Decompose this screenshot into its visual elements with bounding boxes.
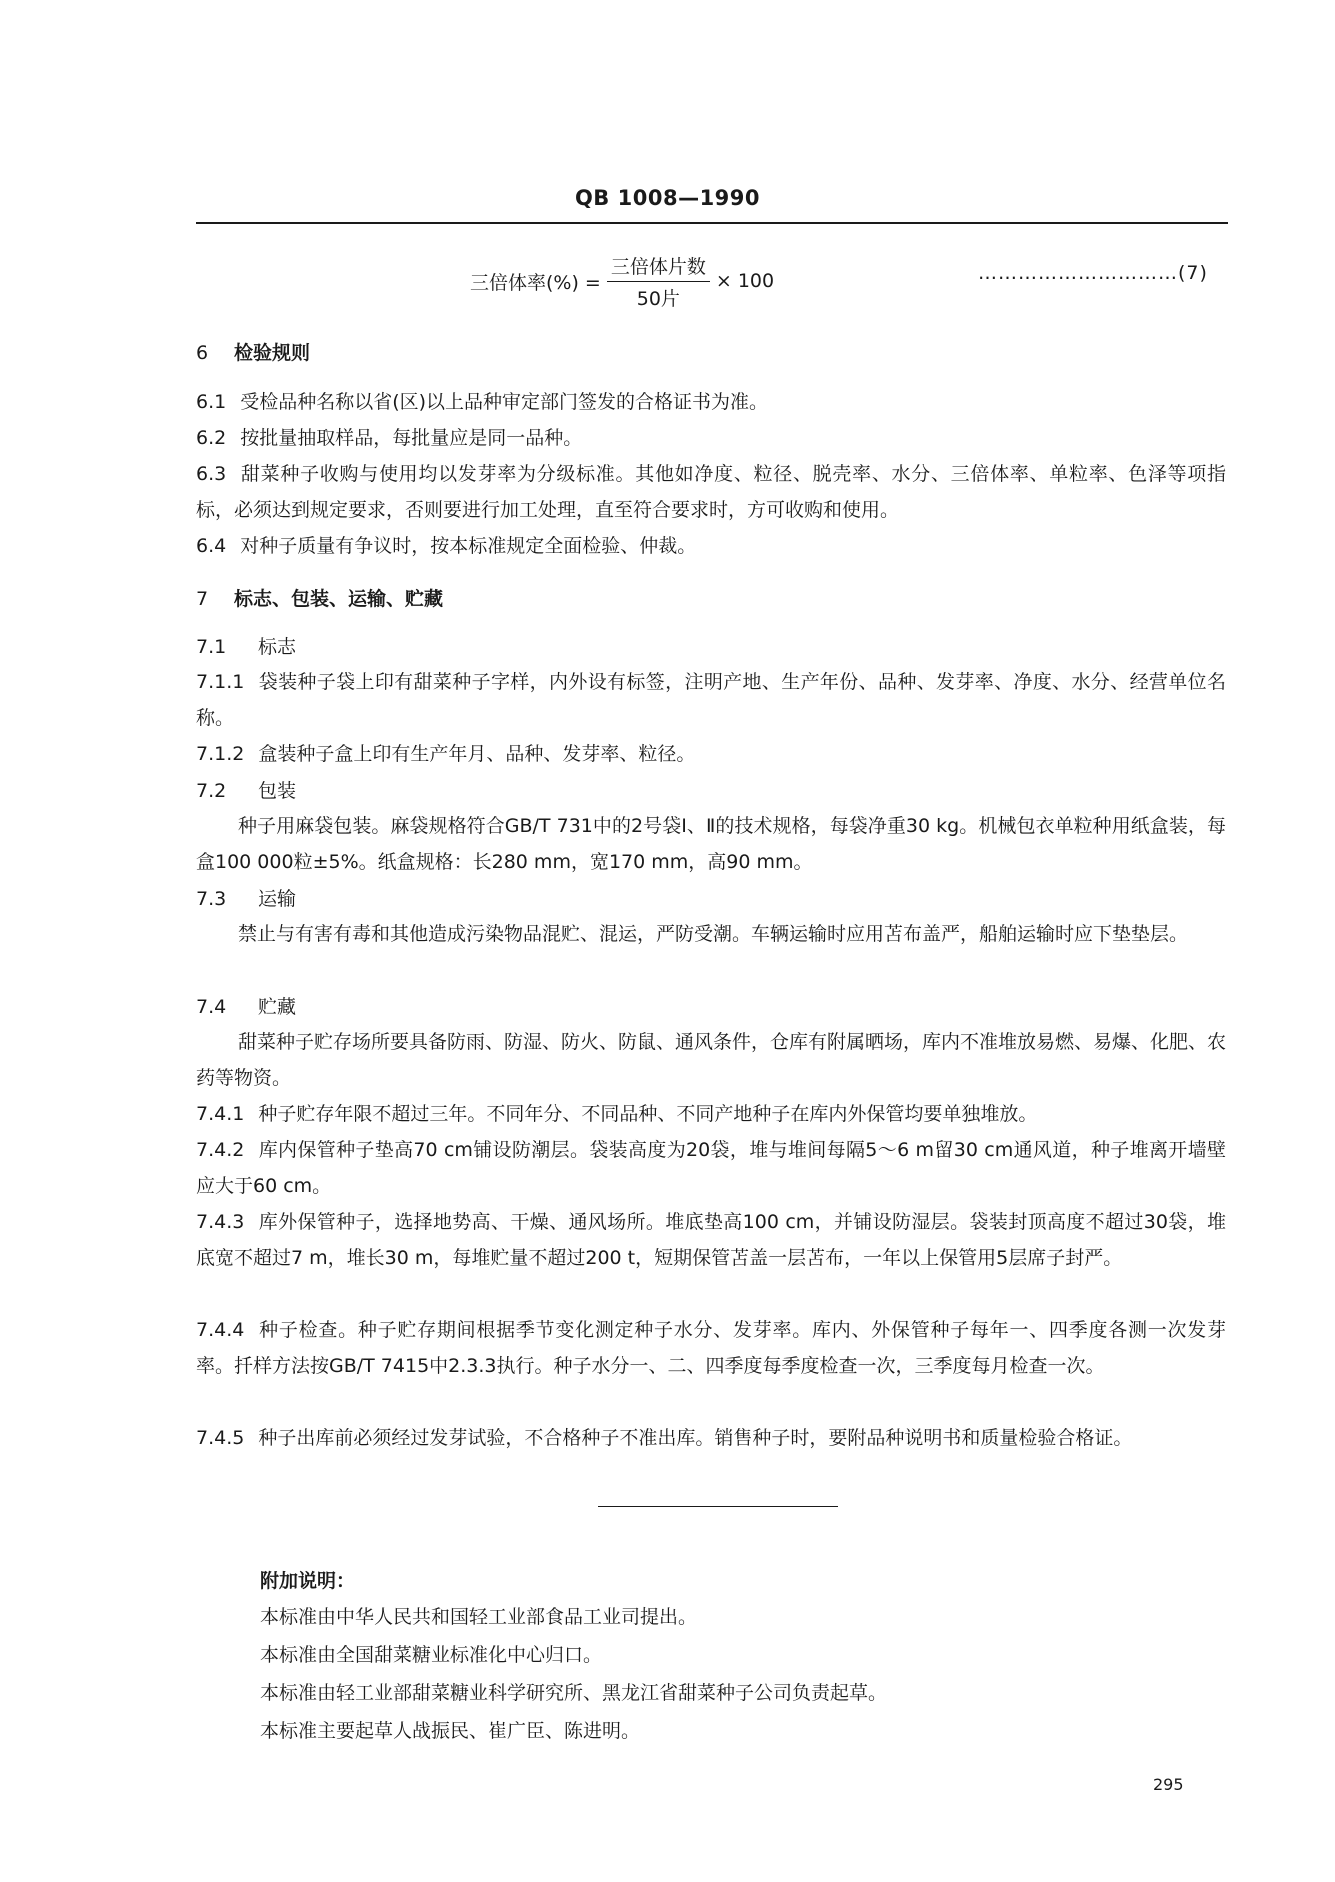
- clause-number: 7.2: [196, 780, 227, 802]
- formula-lhs: 三倍体率(%) =: [470, 271, 601, 294]
- clause-text: 盒装种子盒上印有生产年月、品种、发芽率、粒径。: [258, 743, 696, 765]
- clause-7-4-3: [196, 1204, 1226, 1276]
- clause-7-1-2: [196, 736, 1226, 772]
- clause-text: 库内保管种子垫高70 cm铺设防潮层。袋装高度为20袋，堆与堆间每隔5～6 m留30 cm通风道，种子堆离开墙壁应大于60 cm。: [196, 1139, 1226, 1197]
- clause-text: 对种子质量有争议时，按本标准规定全面检验、仲裁。: [240, 535, 697, 557]
- clause-number: 7.4.1: [196, 1103, 245, 1125]
- clause-6-3: [196, 456, 1226, 528]
- clause-7-4-4: [196, 1312, 1226, 1384]
- clause-text: 受检品种名称以省(区)以上品种审定部门签发的合格证书为准。: [240, 391, 769, 413]
- note-line: 本标准由轻工业部甜菜糖业科学研究所、黑龙江省甜菜种子公司负责起草。: [260, 1682, 888, 1704]
- clause-number: 6.2: [196, 427, 227, 449]
- clause-number: 6.3: [196, 463, 227, 485]
- clause-title: 包装: [258, 780, 297, 802]
- clause-text: 按批量抽取样品，每批量应是同一品种。: [240, 427, 583, 449]
- standard-code-header: QB 1008—1990: [574, 186, 761, 210]
- clause-number: 7.1: [196, 636, 227, 658]
- clause-text: 种子检查。种子贮存期间根据季节变化测定种子水分、发芽率。库内、外保管种子每年一、四季度各测一次发芽率。扦样方法按GB/T 7415中2.3.3执行。种子水分一、二、四季度每季度检查一次，三季度每月检查一次。: [196, 1319, 1226, 1377]
- formula-fraction: [607, 252, 710, 311]
- clause-number: 7.4.2: [196, 1139, 245, 1161]
- clause-7-2-text: 种子用麻袋包装。麻袋规格符合GB/T 731中的2号袋Ⅰ、Ⅱ的技术规格，每袋净重30 kg。机械包衣单粒种用纸盒装，每盒100 000粒±5%。纸盒规格：长280 mm，宽170 mm，高90 mm。: [196, 815, 1226, 873]
- clause-7-4-5: [196, 1420, 1226, 1456]
- page-number: 295: [1153, 1775, 1184, 1794]
- note-line: 本标准由中华人民共和国轻工业部食品工业司提出。: [260, 1606, 698, 1628]
- clause-number: 7.1.1: [196, 671, 245, 693]
- section-title: 标志、包装、运输、贮藏: [234, 588, 444, 610]
- section-number: 7: [196, 588, 209, 610]
- clause-number: 7.4.3: [196, 1211, 245, 1233]
- clause-title: 贮藏: [258, 996, 297, 1018]
- clause-number: 7.4: [196, 996, 227, 1018]
- clause-7-3-text: 禁止与有害有毒和其他造成污染物品混贮、混运，严防受潮。车辆运输时应用苫布盖严，船舶运输时应下垫垫层。: [238, 923, 1189, 945]
- clause-7-1-1: [196, 664, 1226, 736]
- triploid-rate-formula: [470, 255, 775, 310]
- note-line: 本标准主要起草人战振民、崔广臣、陈进明。: [260, 1720, 641, 1742]
- clause-7-4-2: [196, 1132, 1226, 1204]
- clause-number: 7.3: [196, 888, 227, 910]
- section-6-heading: [196, 338, 310, 365]
- formula-rhs: × 100: [715, 270, 775, 292]
- clause-text: 袋装种子袋上印有甜菜种子字样，内外设有标签，注明产地、生产年份、品种、发芽率、净度、水分、经营单位名称。: [196, 671, 1226, 729]
- clause-text: 种子出库前必须经过发芽试验，不合格种子不准出库。销售种子时，要附品种说明书和质量检验合格证。: [258, 1427, 1133, 1449]
- clause-7-4-1: [196, 1096, 1226, 1132]
- formula-denominator: 50片: [636, 287, 680, 310]
- end-rule: [598, 1506, 838, 1507]
- clause-text: 种子贮存年限不超过三年。不同年分、不同品种、不同产地种子在库内外保管均要单独堆放。: [258, 1103, 1038, 1125]
- clause-number: 7.4.5: [196, 1427, 245, 1449]
- clause-7-4-text: 甜菜种子贮存场所要具备防雨、防湿、防火、防鼠、通风条件，仓库有附属晒场，库内不准堆放易燃、易爆、化肥、农药等物资。: [196, 1031, 1227, 1089]
- equation-number: …………………………(7): [978, 262, 1208, 284]
- section-7-heading: [196, 584, 443, 611]
- clause-number: 7.1.2: [196, 743, 245, 765]
- clause-7-1-heading: [196, 632, 296, 659]
- note-line: 本标准由全国甜菜糖业标准化中心归口。: [260, 1644, 603, 1666]
- clause-6-1: [196, 384, 1226, 420]
- section-number: 6: [196, 342, 209, 364]
- notes-title: 附加说明：: [260, 1570, 356, 1592]
- clause-number: 6.1: [196, 391, 227, 413]
- clause-text: 库外保管种子，选择地势高、干燥、通风场所。堆底垫高100 cm，并铺设防湿层。袋装封顶高度不超过30袋，堆底宽不超过7 m，堆长30 m，每堆贮量不超过200 t，短期保管苫盖一层苫布，一年以上保管用5层席子封严。: [196, 1211, 1226, 1269]
- clause-title: 标志: [258, 636, 297, 658]
- clause-number: 7.4.4: [196, 1319, 245, 1341]
- header-rule: [196, 222, 1228, 224]
- clause-7-3-heading: [196, 884, 296, 911]
- clause-7-2-heading: [196, 776, 296, 803]
- clause-number: 6.4: [196, 535, 227, 557]
- formula-numerator: 三倍体片数: [607, 252, 710, 282]
- clause-6-2: [196, 420, 1226, 456]
- section-title: 检验规则: [234, 342, 311, 364]
- clause-text: 甜菜种子收购与使用均以发芽率为分级标准。其他如净度、粒径、脱壳率、水分、三倍体率、单粒率、色泽等项指标，必须达到规定要求，否则要进行加工处理，直至符合要求时，方可收购和使用。: [196, 463, 1226, 521]
- clause-7-4-heading: [196, 992, 296, 1019]
- clause-title: 运输: [258, 888, 297, 910]
- clause-6-4: [196, 528, 1226, 564]
